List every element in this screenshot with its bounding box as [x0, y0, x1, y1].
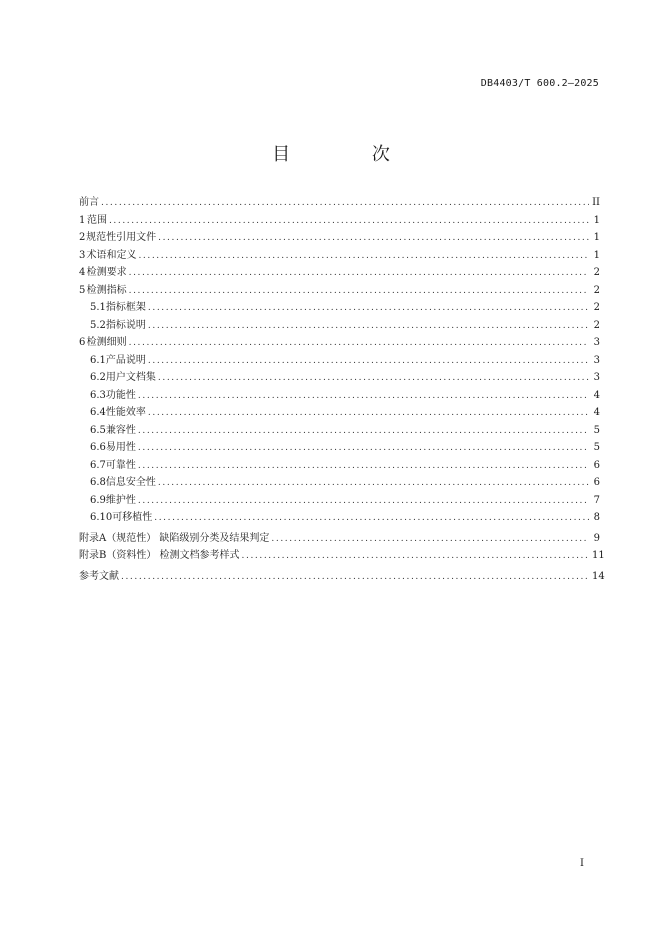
toc-entry[interactable] — [79, 547, 605, 565]
toc-entry-title: 检测细则 — [86, 337, 127, 348]
toc-entry[interactable] — [79, 439, 600, 457]
toc-entry-number: 1 — [79, 214, 86, 226]
toc-entry-number: 6.9 — [90, 494, 106, 506]
toc-entry-number: 5.2 — [90, 319, 106, 331]
toc-leader-dots — [242, 548, 589, 566]
toc-entry-page: 4 — [593, 407, 600, 418]
toc-entry[interactable] — [79, 422, 600, 440]
toc-entry-number: 6.7 — [90, 459, 106, 471]
toc-entry[interactable] — [79, 282, 600, 300]
toc-entry[interactable] — [79, 530, 600, 548]
toc-entry-number: 6.8 — [90, 477, 106, 488]
toc-entry-page: 9 — [593, 532, 600, 544]
toc-entry-title: 指标框架 — [105, 302, 146, 313]
toc-entry-title: 附录A（规范性） 缺陷级别分类及结果判定 — [79, 532, 270, 544]
toc-leader-dots — [158, 475, 589, 493]
toc-entry-title: 易用性 — [105, 442, 136, 453]
page-title: 目 次 — [272, 144, 428, 165]
toc-entry[interactable] — [79, 474, 600, 492]
toc-entry-page: 3 — [593, 337, 600, 348]
toc-entry-page: 1 — [593, 249, 600, 261]
toc-entry[interactable] — [79, 404, 600, 422]
toc-leader-dots — [129, 265, 589, 283]
toc-entry-page: 14 — [592, 570, 605, 582]
toc-entry-number: 5.1 — [90, 302, 106, 313]
toc-entry-title: 参考文献 — [79, 570, 119, 582]
toc-entry[interactable] — [79, 334, 600, 352]
toc-entry-title: 维护性 — [105, 494, 136, 506]
toc-leader-dots — [101, 195, 589, 213]
toc-entry-number: 2 — [79, 232, 86, 243]
toc-leader-dots — [271, 531, 589, 549]
toc-entry[interactable] — [79, 568, 605, 586]
toc-entry[interactable] — [79, 212, 600, 230]
toc-leader-dots — [154, 510, 589, 528]
toc-entry-title: 性能效率 — [105, 407, 146, 418]
toc-entry-number: 4 — [79, 267, 86, 278]
page-number: I — [580, 858, 584, 869]
toc-entry-page: 2 — [593, 319, 600, 331]
toc-entry-title: 产品说明 — [105, 354, 146, 366]
toc-entry-page: 6 — [593, 477, 600, 488]
toc-entry-title: 功能性 — [105, 389, 136, 401]
toc-entry[interactable] — [79, 509, 600, 527]
toc-leader-dots — [109, 213, 589, 231]
toc-entry-page: 7 — [593, 494, 600, 506]
toc-entry-page: 1 — [593, 232, 600, 243]
toc-entry-number: 5 — [79, 284, 86, 296]
toc-entry-title: 可靠性 — [105, 459, 136, 471]
toc-entry[interactable] — [79, 317, 600, 335]
toc-entry[interactable] — [79, 247, 600, 265]
toc-entry-page: 2 — [593, 302, 600, 313]
toc-leader-dots — [148, 300, 589, 318]
toc-entry-number: 6.10 — [90, 512, 113, 523]
toc-leader-dots — [138, 423, 589, 441]
toc-entry-number: 6.4 — [90, 407, 106, 418]
toc-leader-dots — [129, 335, 589, 353]
toc-entry-title: 范围 — [86, 214, 107, 226]
toc-entry[interactable] — [79, 299, 600, 317]
toc-leader-dots — [158, 370, 589, 388]
toc-leader-dots — [148, 353, 589, 371]
toc-entry-page: 1 — [593, 214, 600, 226]
toc-entry-number: 6 — [79, 337, 86, 348]
toc-entry-number: 6.3 — [90, 389, 106, 401]
toc-entry-page: 3 — [593, 354, 600, 366]
table-of-contents — [79, 194, 605, 585]
toc-entry-number: 6.1 — [90, 354, 106, 366]
toc-entry-title: 规范性引用文件 — [86, 232, 157, 243]
toc-entry[interactable] — [79, 194, 600, 212]
toc-leader-dots — [138, 458, 589, 476]
toc-entry-title: 附录B（资料性） 检测文档参考样式 — [79, 550, 240, 561]
toc-entry-page: II — [592, 197, 600, 208]
toc-entry[interactable] — [79, 352, 600, 370]
toc-entry-page: 6 — [593, 459, 600, 471]
toc-leader-dots — [148, 405, 589, 423]
toc-entry[interactable] — [79, 264, 600, 282]
toc-entry[interactable] — [79, 492, 600, 510]
toc-entry-page: 11 — [592, 550, 605, 561]
toc-entry-number: 6.6 — [90, 442, 106, 453]
toc-entry[interactable] — [79, 457, 600, 475]
toc-entry-title: 术语和定义 — [86, 249, 137, 261]
toc-entry-title: 前言 — [79, 197, 99, 208]
toc-leader-dots — [158, 230, 589, 248]
toc-entry[interactable] — [79, 229, 600, 247]
toc-leader-dots — [138, 248, 589, 266]
toc-leader-dots — [148, 318, 589, 336]
toc-entry-page: 2 — [593, 284, 600, 296]
toc-leader-dots — [138, 388, 589, 406]
document-code: DB4403/T 600.2—2025 — [480, 78, 599, 89]
toc-entry-title: 兼容性 — [105, 424, 136, 436]
toc-entry-title: 检测要求 — [86, 267, 127, 278]
toc-entry[interactable] — [79, 369, 600, 387]
toc-entry-title: 可移植性 — [112, 512, 153, 523]
toc-entry[interactable] — [79, 387, 600, 405]
toc-entry-title: 检测指标 — [86, 284, 127, 296]
toc-entry-page: 5 — [593, 442, 600, 453]
toc-entry-number: 6.5 — [90, 424, 106, 436]
toc-entry-title: 指标说明 — [105, 319, 146, 331]
toc-entry-number: 3 — [79, 249, 86, 261]
toc-entry-page: 2 — [593, 267, 600, 278]
toc-entry-page: 4 — [593, 389, 600, 401]
toc-entry-title: 用户文档集 — [105, 372, 156, 383]
toc-entry-title: 信息安全性 — [105, 477, 156, 488]
toc-leader-dots — [129, 283, 589, 301]
toc-leader-dots — [121, 569, 589, 587]
toc-leader-dots — [138, 440, 589, 458]
toc-entry-number: 6.2 — [90, 372, 106, 383]
toc-entry-page: 5 — [593, 424, 600, 436]
toc-leader-dots — [138, 493, 589, 511]
toc-entry-page: 8 — [593, 512, 600, 523]
toc-entry-page: 3 — [593, 372, 600, 383]
